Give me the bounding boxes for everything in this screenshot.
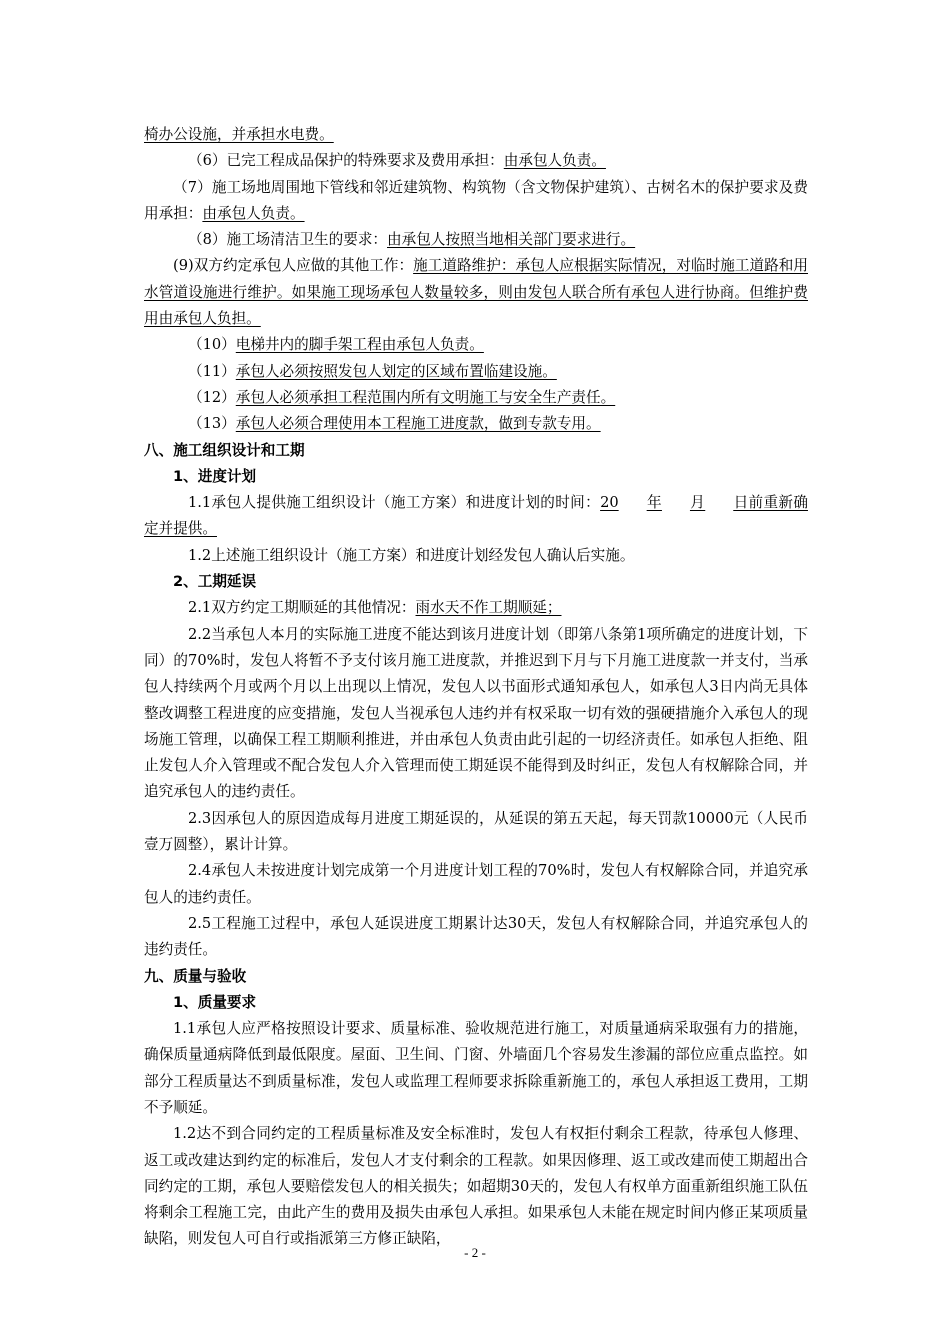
- page-number: - 2 -: [464, 1245, 486, 1260]
- paragraph: （11）承包人必须按照发包人划定的区域布置临建设施。: [188, 362, 557, 380]
- paragraph: （8）施工场清洁卫生的要求：由承包人按照当地相关部门要求进行。: [188, 231, 636, 249]
- paragraph: （12）承包人必须承担工程范围内所有文明施工与安全生产责任。: [188, 388, 616, 406]
- underlined-text: 由承包人负责。: [503, 152, 606, 170]
- paragraph: [144, 122, 808, 148]
- paragraph: （10）电梯井内的脚手架工程由承包人负责。: [188, 336, 484, 354]
- paragraph: （6）已完工程成品保护的特殊要求及费用承担：由承包人负责。: [188, 152, 606, 170]
- paragraph: 1.2达不到合同约定的工程质量标准及安全标准时，发包人有权拒付剩余工程款，待承包人修理、返工或改建达到约定的标准后，发包人才支付剩余的工程款。如果因修理、返工或改建而使工期超出合同约定的工期，承包人要赔偿发包人的相关损失；如超期30天的，发包人有权单方面重新组织施工队伍将剩余工程施工完，由此产生的费用及损失由承包人承担。如果承包人未能在规定时间内修正某项质量缺陷，则发包人可自行或指派第三方修正缺陷，: [144, 1125, 808, 1248]
- paragraph: 2.1双方约定工期顺延的其他情况：雨水天不作工期顺延；: [188, 599, 562, 617]
- underlined-text: 椅办公设施，并承担水电费。: [144, 126, 334, 143]
- underlined-text: 施工道路维护：承包人应根据实际情况，对临时施工道路和用水管道设施进行维护。如果施工现场承包人数量较多，则由发包人联合所有承包人进行协商。但维护费用由承包人负担。: [144, 257, 808, 328]
- paragraph: （7）施工场地周围地下管线和邻近建筑物、构筑物（含文物保护建筑）、古树名木的保护要求及费用承担：由承包人负责。: [144, 178, 808, 222]
- subsection-heading: 2、工期延误: [173, 573, 257, 591]
- underlined-text: 承包人必须承担工程范围内所有文明施工与安全生产责任。: [235, 388, 616, 406]
- paragraph: 1.1承包人提供施工组织设计（施工方案）和进度计划的时间：20 年 月 日前重新确定并提供。: [144, 494, 808, 538]
- subsection-heading: 1、质量要求: [173, 993, 257, 1011]
- paragraph: 1.2上述施工组织设计（施工方案）和进度计划经发包人确认后实施。: [188, 546, 635, 564]
- paragraph: 2.3因承包人的原因造成每月进度工期延误的，从延误的第五天起，每天罚款10000元（人民币壹万圆整），累计计算。: [144, 809, 808, 854]
- underlined-text: 电梯井内的脚手架工程由承包人负责。: [235, 336, 484, 354]
- subsection-heading: 1、进度计划: [173, 467, 257, 485]
- paragraph: 1.1承包人应严格按照设计要求、质量标准、验收规范进行施工，对质量通病采取强有力的措施，确保质量通病降低到最低限度。屋面、卫生间、门窗、外墙面几个容易发生渗漏的部位应重点监控。如部分工程质量达不到质量标准，发包人或监理工程师要求拆除重新施工的，承包人承担返工费用，工期不予顺延。: [144, 1020, 808, 1116]
- underlined-text: 由承包人负责。: [202, 204, 305, 222]
- section-heading: 九、质量与验收: [144, 967, 247, 985]
- section-heading: 八、施工组织设计和工期: [144, 441, 305, 459]
- paragraph: （13）承包人必须合理使用本工程施工进度款，做到专款专用。: [188, 415, 601, 433]
- underlined-text: 承包人必须合理使用本工程施工进度款，做到专款专用。: [235, 415, 601, 433]
- paragraph: 2.4承包人未按进度计划完成第一个月进度计划工程的70%时，发包人有权解除合同，并追究承包人的违约责任。: [144, 862, 808, 906]
- paragraph: (9)双方约定承包人应做的其他工作：施工道路维护：承包人应根据实际情况，对临时施工道路和用水管道设施进行维护。如果施工现场承包人数量较多，则由发包人联合所有承包人进行协商。但维护费用由承包人负担。: [144, 257, 808, 328]
- underlined-text: 由承包人按照当地相关部门要求进行。: [387, 231, 636, 249]
- underlined-text: 雨水天不作工期顺延；: [415, 599, 562, 617]
- underlined-text: 承包人必须按照发包人划定的区域布置临建设施。: [235, 362, 557, 380]
- document-body: [144, 122, 808, 1253]
- underlined-text: 20 年 月 日前重新确定并提供。: [144, 494, 808, 538]
- paragraph: 2.2当承包人本月的实际施工进度不能达到该月进度计划（即第八条第1项所确定的进度计划，下同）的70%时，发包人将暂不予支付该月施工进度款，并推迟到下月与下月施工进度款一并支付，当承包人持续两个月或两个月以上出现以上情况，发包人以书面形式通知承包人，如承包人3日内尚无具体整改调整工程进度的应变措施，发包人当视承包人违约并有权采取一切有效的强硬措施介入承包人的现场施工管理，以确保工程工期顺利推进，并由承包人负责由此引起的一切经济责任。如承包人拒绝、阻止发包人介入管理或不配合发包人介入管理而使工期延误不能得到及时纠正，发包人有权解除合同，并追究承包人的违约责任。: [144, 625, 808, 801]
- paragraph: 2.5工程施工过程中，承包人延误进度工期累计达30天，发包人有权解除合同，并追究承包人的违约责任。: [144, 914, 808, 959]
